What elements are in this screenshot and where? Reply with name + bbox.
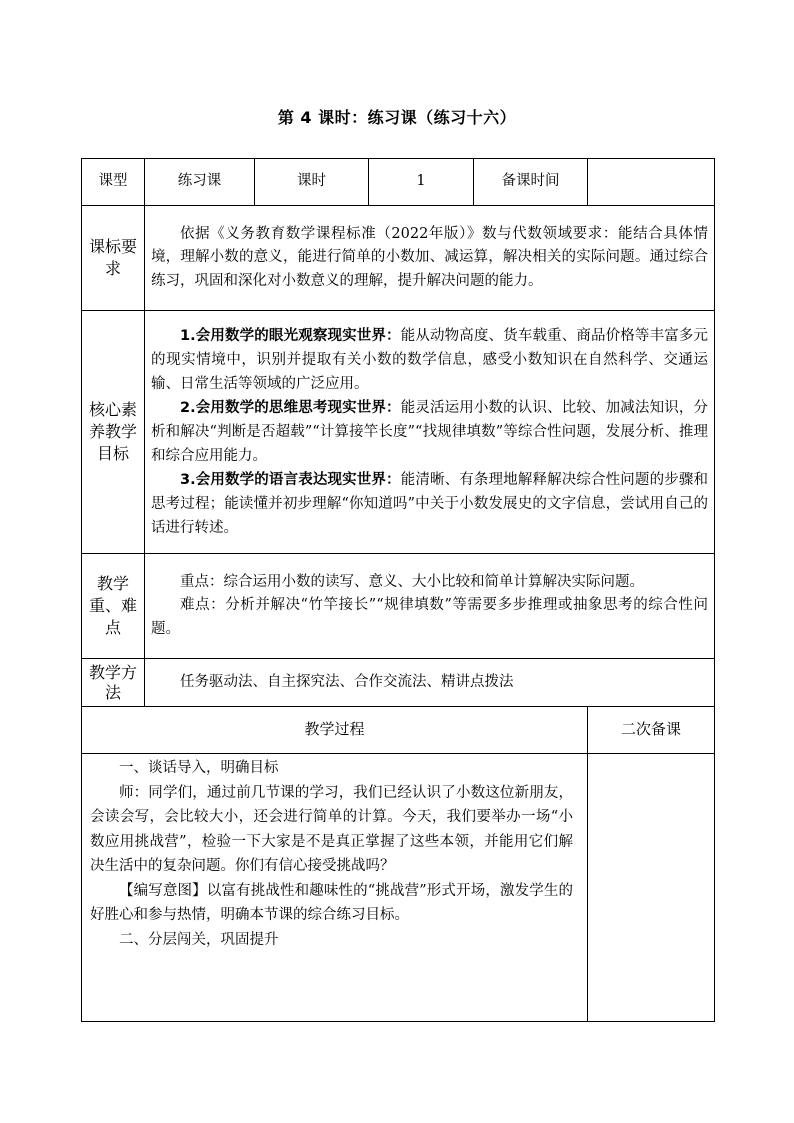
notes-cell [588,754,715,1022]
core-item-1-lead: 1.会用数学的眼光观察现实世界： [180,328,401,344]
method-row [82,659,715,707]
prep-time-value [588,159,715,206]
focus-label: 教学重、难点 [82,554,145,659]
core-item-1 [151,324,708,396]
type-value: 练习课 [145,159,255,206]
standards-row [82,206,715,311]
header-row [82,159,715,206]
page-title: 第 4 课时：练习课（练习十六） [277,108,517,127]
process-step-2: 二、分层闯关，巩固提升 [119,931,279,948]
core-item-1-text: 能从动物高度、货车载重、商品价格等丰富多元的现实情境中，识别并提取有关小数的数学信息，感受小数知识在自然科学、交通运输、日常生活等领域的广泛应用。 [151,328,708,392]
core-item-3-text: 能清晰、有条理地解释解决综合性问题的步骤和思考过程；能读懂并初步理解“你知道吗”中关于小数发展史的文字信息，尝试用自己的话进行转述。 [151,472,708,536]
core-item-2 [151,396,708,468]
method-text: 任务驱动法、自主探究法、合作交流法、精讲点拨法 [180,673,514,690]
core-item-3 [151,468,708,540]
core-label: 核心素养教学目标 [82,311,145,554]
hours-label: 课时 [255,159,369,206]
standards-text: 依据《义务教育数学课程标准（2022年版）》数与代数领域要求：能结合具体情境，理解小数的意义，能进行简单的小数加、减运算，解决相关的实际问题。通过综合练习，巩固和深化对小数意义的理解，提升解决问题的能力。 [151,225,708,289]
process-header: 教学过程 [82,707,588,754]
type-label: 课型 [82,159,145,206]
notes-header: 二次备课 [588,707,715,754]
core-row [82,311,715,554]
process-header-row [82,707,715,754]
prep-time-label: 备课时间 [474,159,588,206]
core-item-2-lead: 2.会用数学的思维思考现实世界： [180,400,401,416]
process-design-intent: 【编写意图】以富有挑战性和趣味性的“挑战营”形式开场，激发学生的好胜心和参与热情，明确本节课的综合练习目标。 [90,882,573,923]
difficulty-text: 难点：分析并解决“竹竿接长”“规律填数”等需要多步推理或抽象思考的综合性问题。 [151,597,708,637]
method-label: 教学方法 [82,659,145,707]
process-body-row [82,754,715,1022]
core-item-3-lead: 3.会用数学的语言表达现实世界： [180,472,401,488]
key-point-text: 重点：综合运用小数的读写、意义、大小比较和简单计算解决实际问题。 [180,573,644,590]
core-item-2-text: 能灵活运用小数的认识、比较、加减法知识，分析和解决“判断是否超载”“计算接竿长度”“找规律填数”等综合性问题，发展分析、推理和综合应用能力。 [151,400,708,464]
lesson-plan-table [81,158,715,1022]
process-teacher-intro: 师：同学们，通过前几节课的学习，我们已经认识了小数这位新朋友，会读会写，会比较大小，还会进行简单的计算。今天，我们要举办一场“小数应用挑战营”，检验一下大家是不是真正掌握了这些本领，并能用它们解决生活中的复杂问题。你们有信心接受挑战吗？ [90,784,573,874]
focus-row [82,554,715,659]
process-step-1: 一、谈话导入，明确目标 [119,760,279,776]
hours-value: 1 [369,159,474,206]
standards-label: 课标要求 [82,206,145,311]
